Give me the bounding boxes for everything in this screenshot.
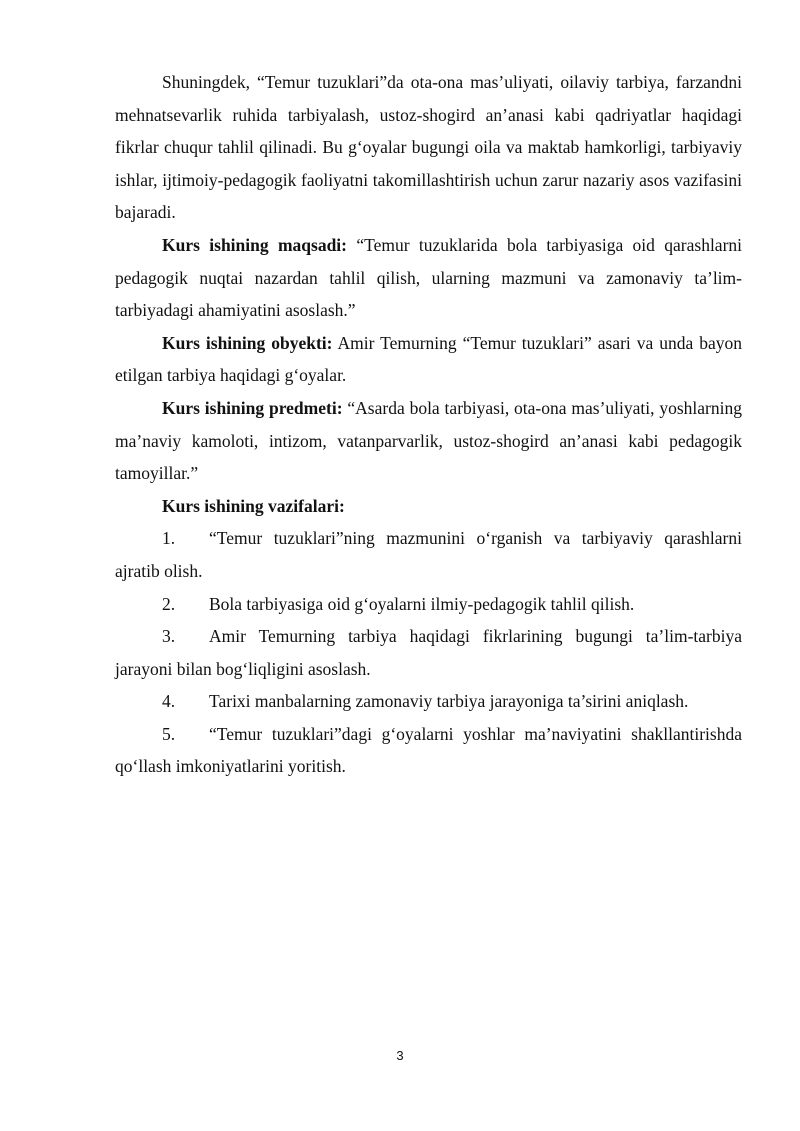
task-text: “Temur tuzuklari”ning mazmunini o‘rganish va tarbiyaviy qarashlarni ajratib olish. (115, 528, 742, 581)
object-paragraph (115, 327, 742, 392)
task-item-3 (115, 620, 742, 685)
task-number: 3. (162, 626, 176, 647)
task-number: 1. (162, 528, 176, 549)
task-text: “Temur tuzuklari”dagi g‘oyalarni yoshlar ma’naviyatini shakllantirishda qo‘llash imkoniyatlarini yoritish. (115, 723, 742, 777)
task-text: Amir Temurning tarbiya haqidagi fikrlarining bugungi ta’lim-tarbiya jarayoni bilan bog‘liqligini asoslash. (115, 626, 742, 679)
task-number: 4. (162, 691, 176, 712)
subject-paragraph (115, 392, 742, 490)
task-number: 2. (162, 593, 176, 614)
intro-paragraph: Shuningdek, “Temur tuzuklari”da ota-ona mas’uliyati, oilaviy tarbiya, farzandni mehnatsevarlik ruhida tarbiyalash, ustoz-shogird an’anasi kabi qadriyatlar haqidagi fikrlar chuqur tahlil qilinadi. Bu g‘oyalar bugungi oila va maktab hamkorligi, tarbiyaviy ishlar, ijtimoiy-pedagogik faoliyatni takomillashtirish uchun zarur nazariy asos vazifasini bajaradi. (115, 72, 742, 223)
goal-paragraph (115, 229, 742, 327)
document-body (115, 66, 742, 783)
task-item-4 (115, 685, 742, 718)
goal-label: Kurs ishining maqsadi: (162, 234, 348, 255)
task-number: 5. (162, 723, 176, 744)
object-label: Kurs ishining obyekti: (162, 332, 333, 353)
subject-text: “Asarda bola tarbiyasi, ota-ona mas’uliyati, yoshlarning ma’naviy kamoloti, intizom, vatanparvarlik, ustoz-shogird an’anasi kabi pedagogik tamoyillar.” (115, 397, 742, 484)
goal-text: “Temur tuzuklarida bola tarbiyasiga oid qarashlarni pedagogik nuqtai nazardan tahlil qilish, ularning mazmuni va zamonaviy ta’lim-tarbiyadagi ahamiyatini asoslash.” (115, 234, 743, 321)
tasks-heading: Kurs ishining vazifalari: (162, 495, 345, 516)
page-number: 3 (396, 1048, 404, 1063)
subject-label: Kurs ishining predmeti: (162, 397, 343, 418)
task-item-1 (115, 522, 742, 587)
task-text: Bola tarbiyasiga oid g‘oyalarni ilmiy-pedagogik tahlil qilish. (209, 593, 635, 614)
task-item-5 (115, 718, 742, 783)
task-item-2 (115, 588, 742, 621)
task-text: Tarixi manbalarning zamonaviy tarbiya jarayoniga ta’sirini aniqlash. (209, 691, 689, 712)
object-text: Amir Temurning “Temur tuzuklari” asari va unda bayon etilgan tarbiya haqidagi g‘oyalar. (115, 332, 742, 386)
